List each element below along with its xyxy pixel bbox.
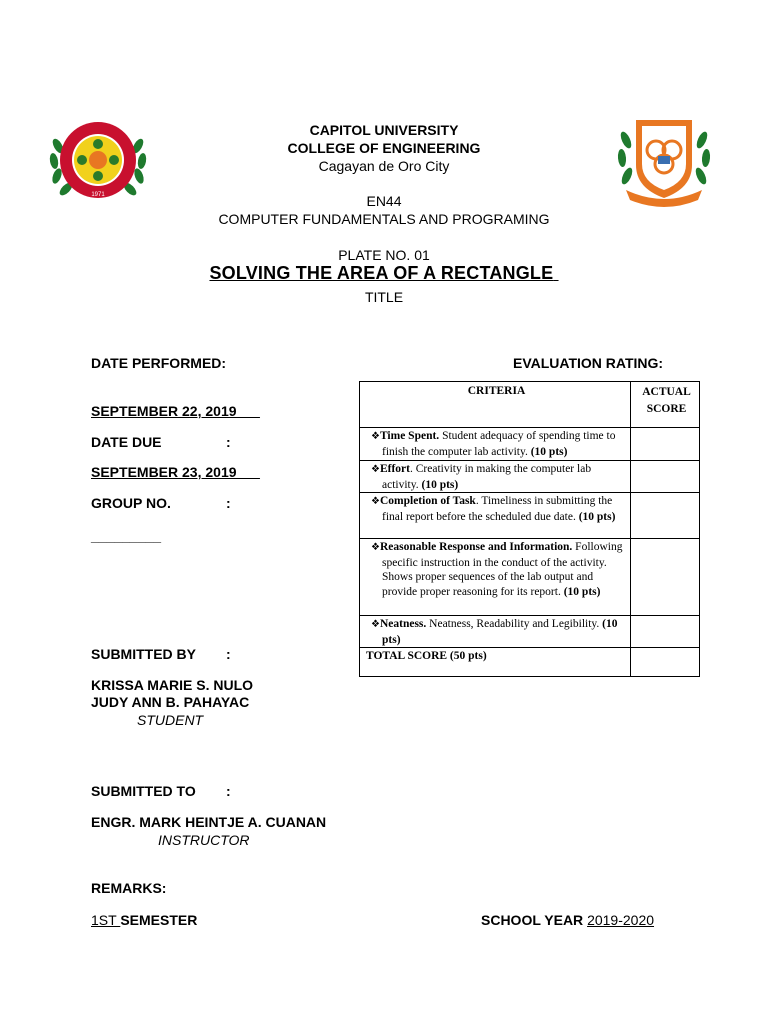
school-year-line — [481, 911, 654, 929]
criteria-reasonable-response: ❖Reasonable Response and Information. Following specific instruction in the conduct of the activity. Shows proper sequences of the lab output and provide proper reasoning for its report. (10 pts) — [360, 539, 631, 616]
criteria-effort: ❖Effort. Creativity in making the computer lab activity. (10 pts) — [360, 461, 631, 493]
instructor-caption: INSTRUCTOR — [158, 832, 250, 848]
criteria-header: CRITERIA — [360, 382, 631, 428]
student-name-1: KRISSA MARIE S. NULO — [91, 677, 254, 693]
total-score-cell[interactable] — [631, 648, 700, 677]
school-year-label: SCHOOL YEAR — [481, 912, 588, 928]
criteria-time-spent: ❖Time Spent. Student adequacy of spending time to finish the computer lab activity. (10 pts) — [360, 428, 631, 461]
score-cell[interactable] — [631, 539, 700, 616]
plate-number: PLATE NO. 01 — [338, 247, 430, 263]
table-row — [360, 539, 700, 616]
student-caption: STUDENT — [137, 712, 204, 728]
student-name-2: JUDY ANN B. PAHAYAC — [91, 694, 250, 710]
score-cell[interactable] — [631, 428, 700, 461]
table-row — [360, 461, 700, 493]
semester-line — [91, 911, 197, 929]
course-name: COMPUTER FUNDAMENTALS AND PROGRAMING — [218, 211, 550, 227]
evaluation-rating-title: EVALUATION RATING: — [513, 355, 664, 371]
date-due-colon: : — [226, 434, 231, 450]
date-performed-label: DATE PERFORMED: — [91, 355, 227, 371]
table-row — [360, 428, 700, 461]
score-cell[interactable] — [631, 616, 700, 648]
criteria-completion-of-task: ❖Completion of Task. Timeliness in submitting the final report before the scheduled due date. (10 pts) — [360, 493, 631, 539]
university-name: CAPITOL UNIVERSITY — [309, 122, 459, 138]
date-due-label: DATE DUE — [91, 434, 162, 450]
submitted-by-label: SUBMITTED BY — [91, 646, 196, 662]
submitted-to-colon: : — [226, 783, 231, 799]
evaluation-criteria-table — [359, 381, 700, 677]
course-code: EN44 — [366, 193, 402, 209]
criteria-neatness: ❖Neatness. Neatness, Readability and Legibility. (10 pts) — [360, 616, 631, 648]
group-no-colon: : — [226, 495, 231, 511]
total-row — [360, 648, 700, 677]
table-row — [360, 493, 700, 539]
semester-value: 1ST — [91, 912, 121, 928]
city-name: Cagayan de Oro City — [318, 158, 450, 174]
plate-title: SOLVING THE AREA OF A RECTANGLE — [209, 263, 554, 283]
date-performed-value: SEPTEMBER 22, 2019___ — [91, 403, 260, 419]
semester-label: SEMESTER — [120, 912, 198, 928]
date-due-value: SEPTEMBER 23, 2019___ — [91, 464, 260, 480]
title-caption: TITLE — [364, 289, 404, 305]
remarks-label: REMARKS: — [91, 880, 167, 896]
table-header-row — [360, 382, 700, 428]
plate-title-wrap — [0, 264, 768, 283]
school-year-value: 2019-2020 — [587, 912, 655, 928]
score-cell[interactable] — [631, 461, 700, 493]
actual-score-header: ACTUAL SCORE — [631, 382, 700, 428]
group-no-label: GROUP NO. — [91, 495, 171, 511]
group-no-value: _________ — [91, 528, 162, 544]
instructor-name: ENGR. MARK HEINTJE A. CUANAN — [91, 814, 327, 830]
left-seal-year: 1971 — [91, 192, 105, 198]
score-cell[interactable] — [631, 493, 700, 539]
college-name: COLLEGE OF ENGINEERING — [287, 140, 481, 156]
submitted-to-label: SUBMITTED TO — [91, 783, 196, 799]
total-score-label: TOTAL SCORE (50 pts) — [360, 648, 631, 677]
table-row — [360, 616, 700, 648]
submitted-by-colon: : — [226, 646, 231, 662]
